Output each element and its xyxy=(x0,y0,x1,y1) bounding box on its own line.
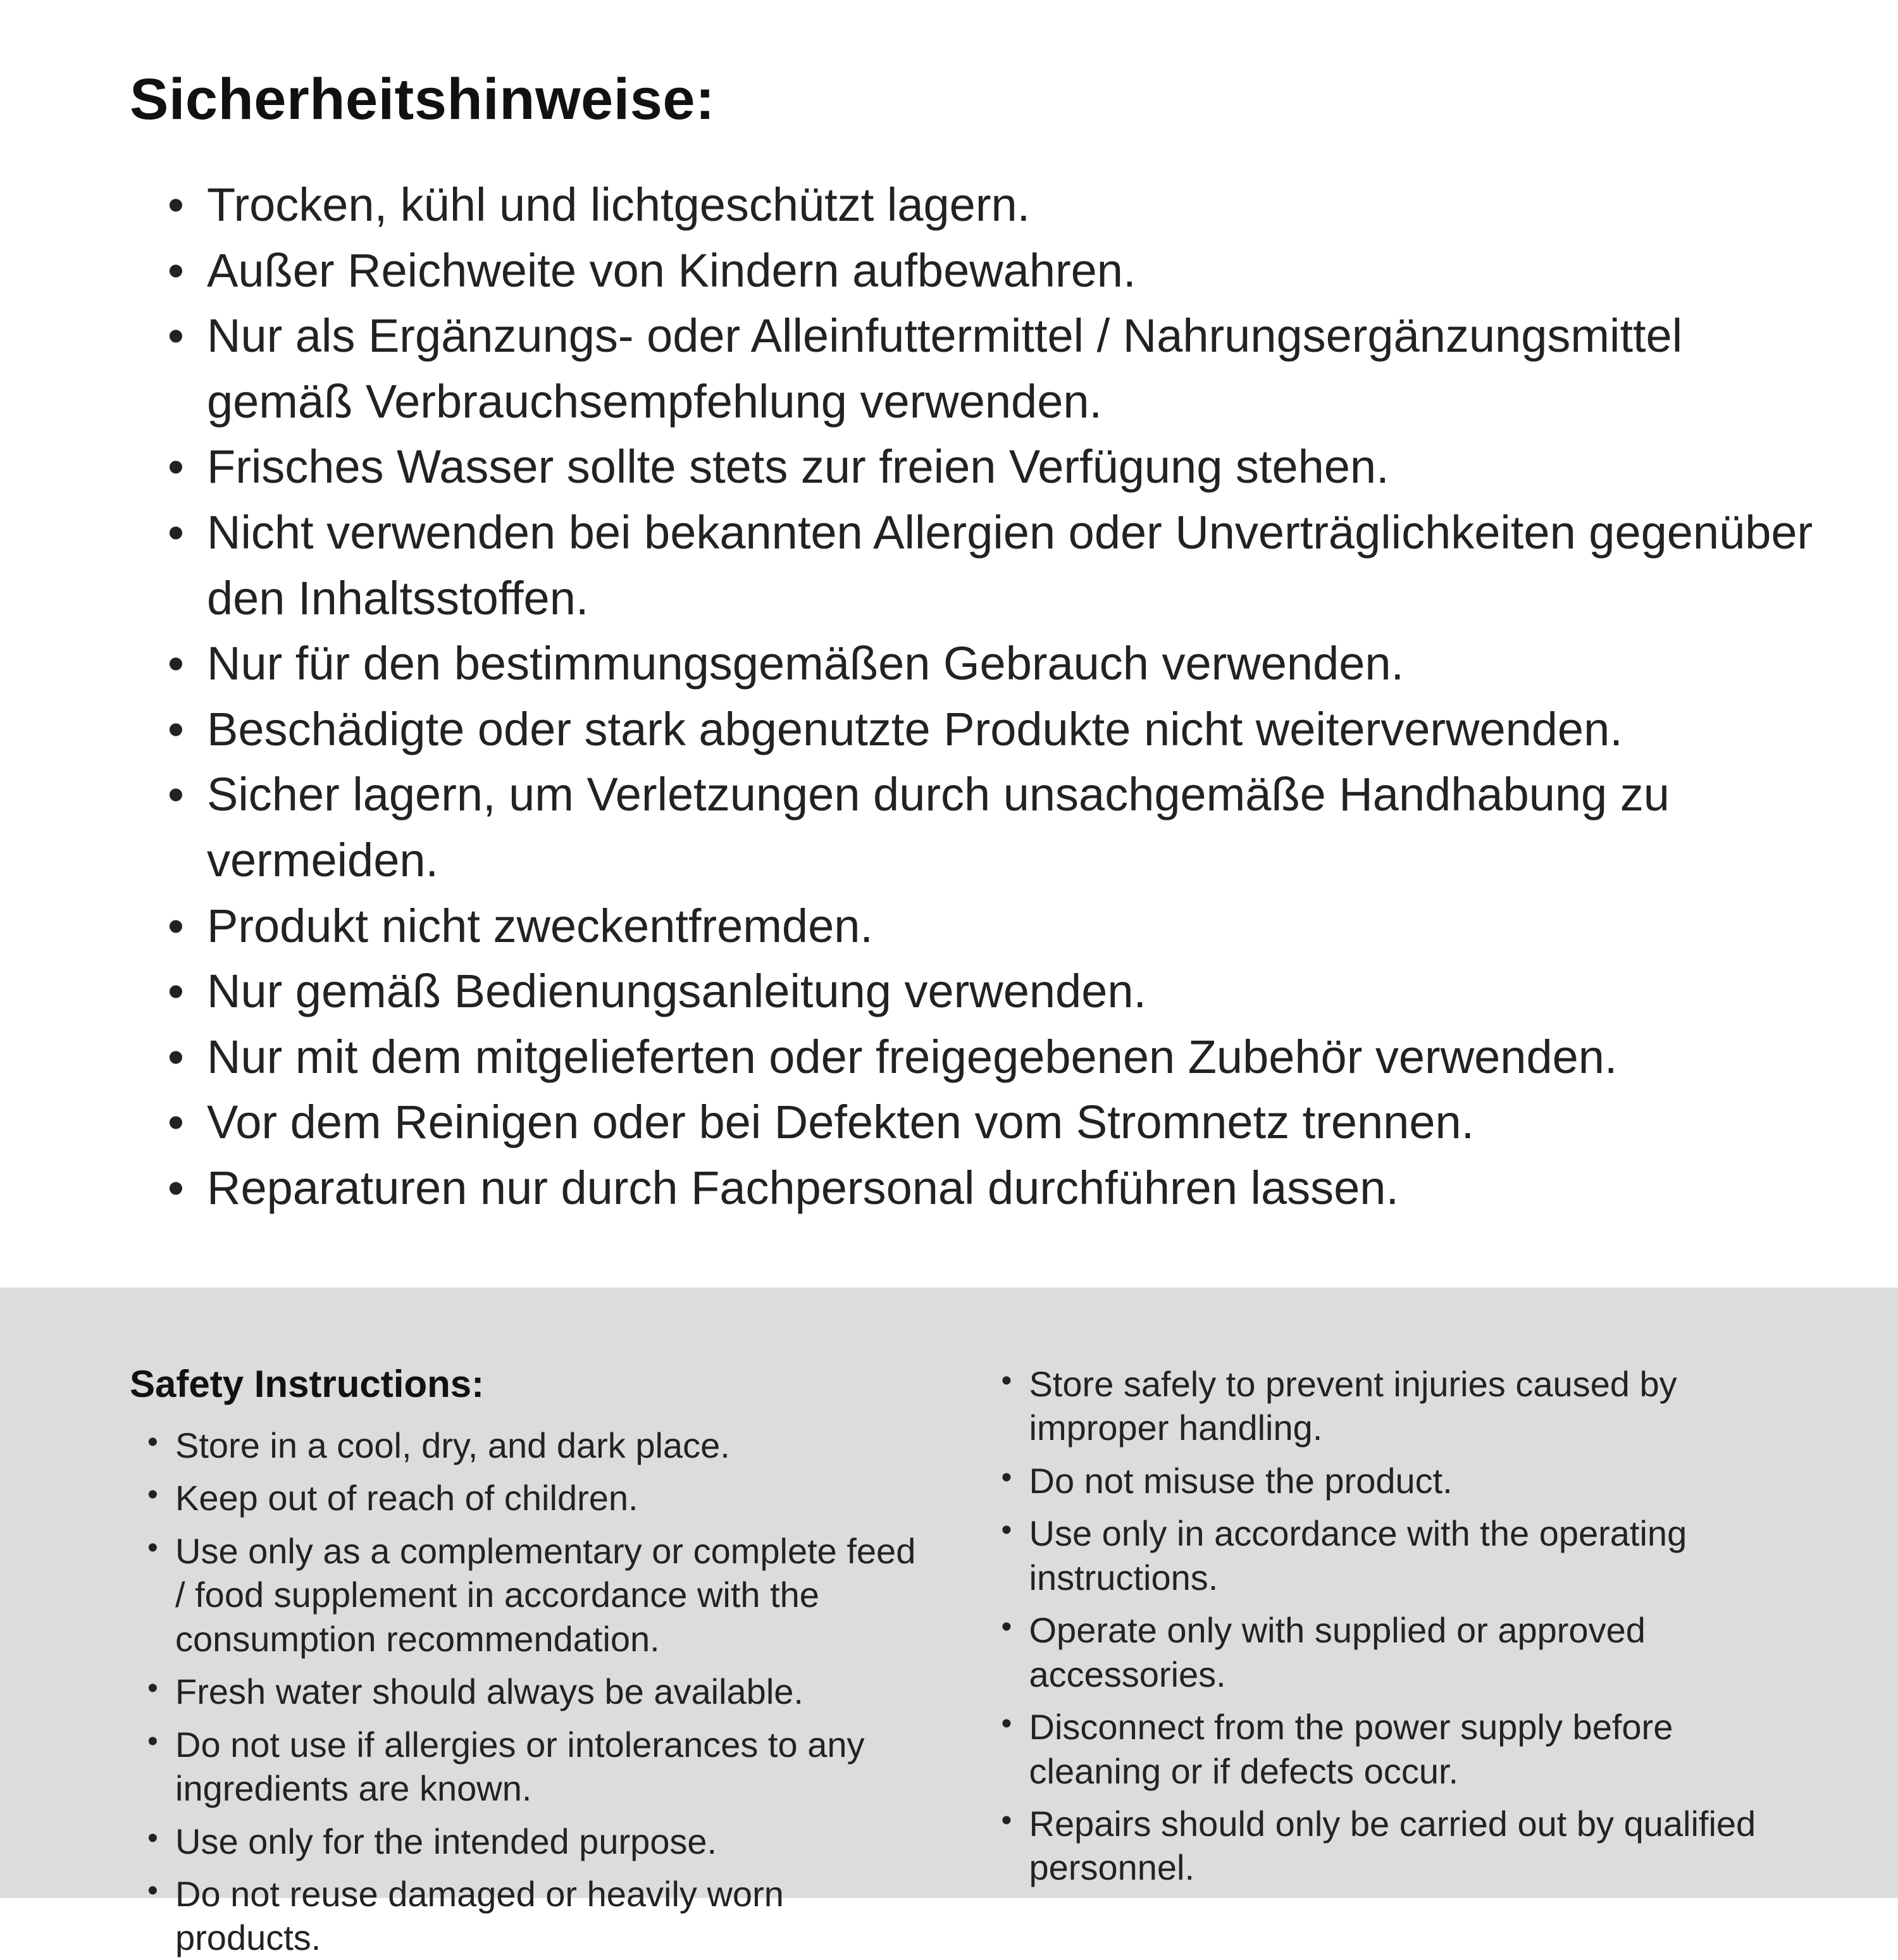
safety-item: • Nicht verwenden bei bekannten Allergien oder Unverträglichkeiten gegenüber den Inhaltsstoffen. xyxy=(168,500,1822,631)
english-right-column xyxy=(1002,1362,1804,1898)
german-safety-list xyxy=(130,172,1822,1221)
safety-item: • Beschädigte oder stark abgenutzte Produkte nicht weiterverwenden. xyxy=(168,697,1822,762)
safety-item: • Sicher lagern, um Verletzungen durch unsachgemäße Handhabung zu vermeiden. xyxy=(168,762,1822,893)
safety-item: • Fresh water should always be available. xyxy=(147,1670,932,1713)
safety-item: • Keep out of reach of children. xyxy=(147,1476,932,1520)
safety-item: • Vor dem Reinigen oder bei Defekten vom Stromnetz trennen. xyxy=(168,1089,1822,1155)
english-safety-section xyxy=(0,1287,1898,1958)
english-left-column xyxy=(130,1362,932,1958)
safety-item: • Use only as a complementary or complete feed / food supplement in accordance with the consumption recommendation. xyxy=(147,1529,932,1661)
safety-item: • Disconnect from the power supply before cleaning or if defects occur. xyxy=(1002,1705,1804,1793)
safety-item: • Nur gemäß Bedienungsanleitung verwenden. xyxy=(168,958,1822,1024)
safety-item: • Reparaturen nur durch Fachpersonal durchführen lassen. xyxy=(168,1155,1822,1221)
german-section-title: Sicherheitshinweise: xyxy=(130,67,716,132)
safety-item: • Do not misuse the product. xyxy=(1002,1459,1804,1503)
safety-item: • Nur als Ergänzungs- oder Alleinfuttermittel / Nahrungsergänzungsmittel gemäß Verbrauchsempfehlung verwenden. xyxy=(168,303,1822,434)
english-safety-list-right xyxy=(1002,1362,1804,1890)
safety-item: • Use only in accordance with the operating instructions. xyxy=(1002,1511,1804,1599)
safety-item: • Operate only with supplied or approved accessories. xyxy=(1002,1608,1804,1696)
safety-item: • Produkt nicht zweckentfremden. xyxy=(168,893,1822,959)
safety-item: • Repairs should only be carried out by qualified personnel. xyxy=(1002,1802,1804,1890)
safety-item: • Store in a cool, dry, and dark place. xyxy=(147,1423,932,1467)
safety-item: • Nur für den bestimmungsgemäßen Gebrauch verwenden. xyxy=(168,631,1822,697)
english-safety-list-left xyxy=(130,1423,932,1960)
safety-item: • Außer Reichweite von Kindern aufbewahren. xyxy=(168,238,1822,304)
safety-item: • Do not use if allergies or intolerances to any ingredients are known. xyxy=(147,1723,932,1811)
english-section-title: Safety Instructions: xyxy=(130,1363,485,1405)
safety-item: • Do not reuse damaged or heavily worn products. xyxy=(147,1872,932,1960)
safety-item: • Nur mit dem mitgelieferten oder freigegebenen Zubehör verwenden. xyxy=(168,1024,1822,1090)
safety-item: • Store safely to prevent injuries caused by improper handling. xyxy=(1002,1362,1804,1450)
safety-item: • Frisches Wasser sollte stets zur freien Verfügung stehen. xyxy=(168,434,1822,500)
safety-item: • Trocken, kühl und lichtgeschützt lagern. xyxy=(168,172,1822,238)
safety-item: • Use only for the intended purpose. xyxy=(147,1820,932,1863)
